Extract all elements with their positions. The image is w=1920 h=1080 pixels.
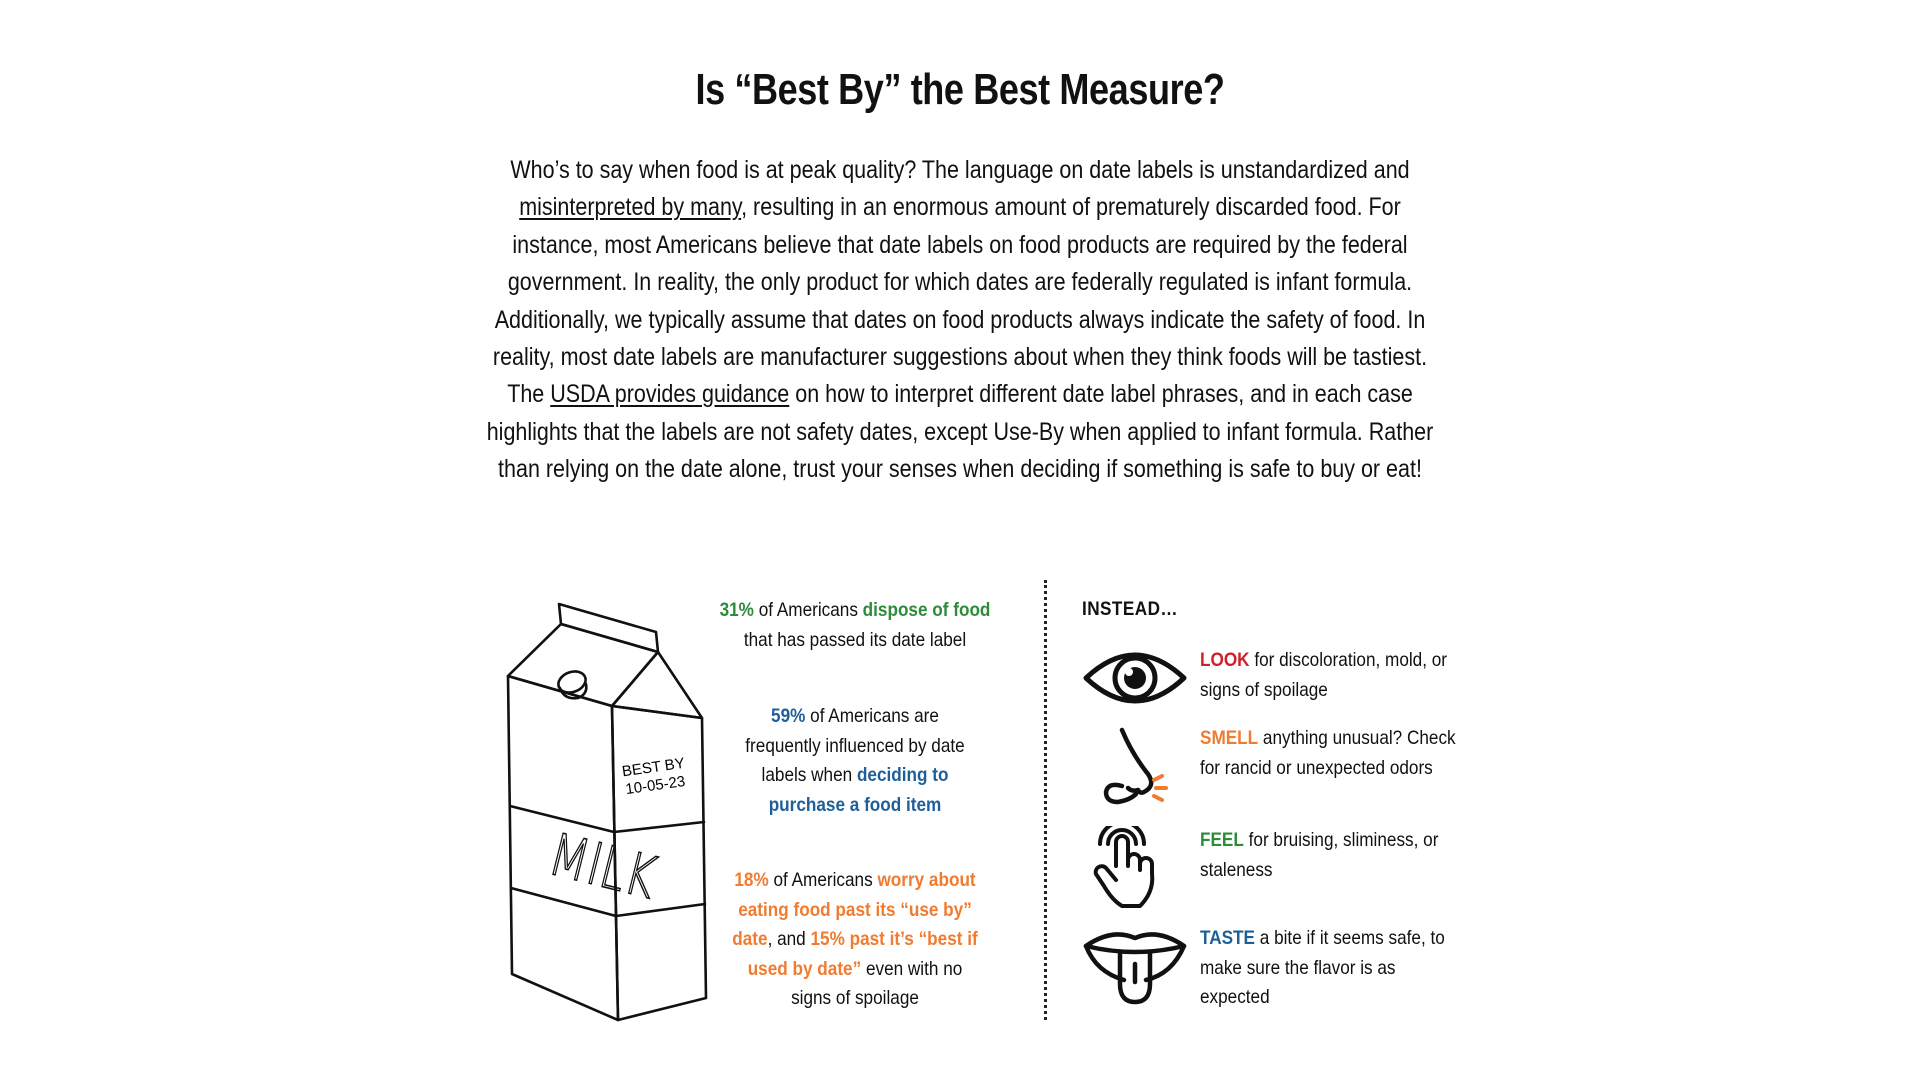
stat-worry-highlight: worry about eating food past its “use by” date — [732, 869, 976, 950]
stat-worry-percent: 18% — [734, 869, 769, 891]
sense-feel-text: for bruising, sliminess, or staleness — [1200, 829, 1439, 881]
sense-smell — [1082, 724, 1462, 814]
stat-dispose-highlight: dispose of food — [862, 599, 991, 621]
carton-date-label: 10-05-23 — [624, 772, 687, 799]
sense-taste-text: a bite if it seems safe, to make sure the flavor is as expected — [1200, 927, 1445, 1008]
carton-milk-text: MILK — [542, 821, 663, 913]
stat-worry-text-end: even with no signs of spoilage — [791, 957, 963, 1009]
sense-look-keyword: LOOK — [1200, 649, 1250, 671]
sense-feel-keyword: FEEL — [1200, 829, 1244, 851]
instead-heading: INSTEAD… — [1082, 598, 1179, 620]
intro-paragraph — [480, 152, 1440, 489]
stat-worry-text-mid: , and — [767, 928, 811, 950]
carton-best-by-label: BEST BY — [620, 754, 686, 781]
milk-carton-illustration — [494, 596, 714, 1026]
stat-worry — [700, 866, 1010, 1014]
touch-hand-icon — [1082, 826, 1188, 916]
sense-look — [1082, 646, 1462, 736]
sense-feel — [1082, 826, 1462, 916]
intro-text-2: , resulting in an enormous amount of prematurely discarded food. For instance, most Americans believe that date labels on food products are required by the federal government. In reality, the only product for which dates are federally regulated is infant formula. Additionally, we typically assume that dates on food products always indicate the safety of food. In reality, most date labels are manufacturer suggestions about when they think foods will be tastiest. The — [492, 193, 1428, 409]
stat-dispose-text: of Americans — [753, 599, 863, 621]
page-title: Is “Best By” the Best Measure? — [695, 65, 1225, 114]
misinterpreted-link[interactable]: misinterpreted by many — [519, 193, 742, 222]
sense-smell-keyword: SMELL — [1200, 727, 1259, 749]
stat-influenced-text: of Americans are frequently influenced by date labels when — [745, 705, 965, 786]
sense-taste-keyword: TASTE — [1200, 927, 1255, 949]
intro-text-3: on how to interpret different date label phrases, and in each case highlights that the labels are not safety dates, except Use-By when applied to infant formula. Rather than relying on the date alone, trust your senses when deciding if something is safe to buy or eat! — [486, 380, 1434, 484]
stat-worry-text: of Americans — [768, 869, 878, 891]
eye-icon — [1082, 646, 1188, 736]
stat-dispose — [700, 596, 1010, 655]
usda-guidance-link[interactable]: USDA provides guidance — [550, 380, 790, 409]
stat-influenced — [700, 702, 1010, 820]
stat-worry-percent-2: 15% past it’s “best if used by date” — [747, 928, 978, 980]
nose-icon — [1082, 724, 1188, 814]
stat-influenced-percent: 59% — [771, 705, 806, 727]
dotted-divider — [1044, 580, 1047, 1020]
stat-dispose-text-end: that has passed its date label — [743, 628, 967, 651]
intro-text-1: Who’s to say when food is at peak quality? The language on date labels is unstandardized and — [510, 156, 1410, 184]
sense-taste — [1082, 924, 1462, 1014]
tongue-icon — [1082, 924, 1188, 1014]
sense-look-text: for discoloration, mold, or signs of spoilage — [1200, 649, 1448, 701]
stat-influenced-highlight: deciding to purchase a food item — [768, 764, 949, 816]
stat-dispose-percent: 31% — [719, 599, 754, 621]
sense-smell-text: anything unusual? Check for rancid or unexpected odors — [1200, 727, 1456, 779]
